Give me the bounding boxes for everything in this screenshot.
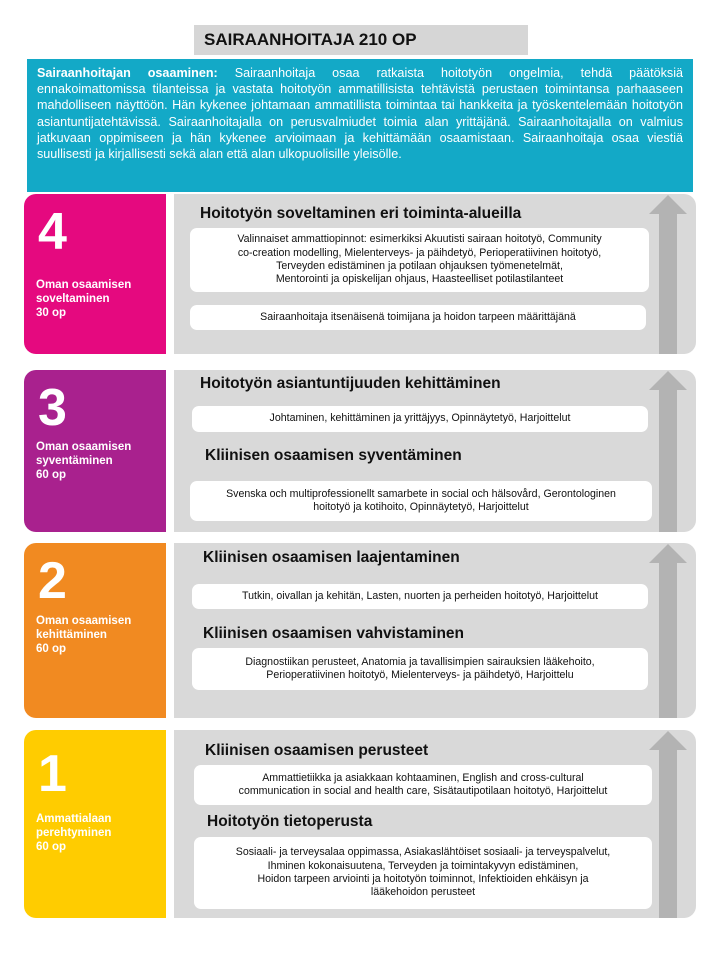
level-credits: 60 op	[36, 643, 67, 655]
level-3-block	[24, 370, 166, 532]
section-heading: Hoitotyön asiantuntijuuden kehittäminen	[200, 375, 501, 392]
course-line: Mentorointi ja opiskelijan ohjaus, Haasteelliset potilastilanteet	[275, 273, 564, 286]
level-number: 3	[38, 379, 67, 437]
course-line: communication in social and health care, Sisätautipotilaan hoitotyö, Harjoittelut	[238, 785, 608, 797]
course-line: Sairaanhoitaja itsenäisenä toimijana ja hoidon tarpeen määrittäjänä	[260, 310, 576, 323]
level-2-block	[24, 543, 166, 718]
course-box	[194, 765, 652, 805]
level-1-block	[24, 730, 166, 918]
level-name	[36, 278, 161, 320]
course-line: Terveyden edistäminen ja potilaan ohjauksen työmenetelmät,	[276, 260, 563, 272]
course-line: hoitotyö ja kotihoito, Opinnäytetyö, Harjoittelut	[313, 501, 529, 513]
course-line: Tutkin, oivallan ja kehitän, Lasten, nuorten ja perheiden hoitotyö, Harjoittelut	[242, 589, 598, 602]
level-credits: 60 op	[36, 841, 67, 853]
section-heading: Hoitotyön tietoperusta	[207, 813, 373, 830]
level-name-line: syventäminen	[36, 455, 113, 467]
level-number: 1	[38, 745, 67, 803]
competence-text: Sairaanhoitaja osaa ratkaista hoitotyön ongelmia, tehdä päätöksiä ennakoimattomissa tilanteissa ja vastata hoitotyön ammatillisista tehtävistä perustaen toimintansa parhaaseen mahdolliseen näyttöön. Hän kykenee johtamaan ammatillista toimintaa tai hankkeita ja työskentelemään hoitotyön asiantuntijatehtävissä. Sairaanhoitajalla on perusvalmiudet toimia alan yrittäjänä. Sairaanhoitajalla on valmius jatkuvaan oppimiseen ja hän kykenee arvioimaan ja kehittämään osaamistaan. Sairaanhoitaja osaa viestiä suullisesti ja kirjallisesti sekä alan että alan ulkopuolisille yleisölle.	[37, 66, 684, 162]
level-number: 4	[38, 203, 67, 261]
course-line: Ammattietiikka ja asiakkaan kohtaaminen, English and cross-cultural	[262, 771, 584, 784]
level-credits: 30 op	[36, 307, 67, 319]
level-number: 2	[38, 552, 67, 610]
section-heading: Kliinisen osaamisen vahvistaminen	[203, 625, 465, 642]
up-arrow-icon	[648, 730, 688, 918]
competence-description	[27, 59, 693, 192]
course-box	[190, 305, 646, 330]
course-line: Svenska och multiprofessionellt samarbete in social och hälsovård, Gerontologinen	[226, 487, 616, 500]
course-line: Valinnaiset ammattiopinnot: esimerkiksi Akuutisti sairaan hoitotyö, Community	[237, 233, 602, 246]
level-name-line: Oman osaamisen	[36, 615, 132, 627]
level-4-block	[24, 194, 166, 354]
level-name	[36, 614, 161, 656]
level-name	[36, 440, 161, 482]
course-line: Sosiaali- ja terveysalaa oppimassa, Asiakaslähtöiset sosiaali- ja terveyspalvelut,	[235, 846, 611, 859]
section-heading: Hoitotyön soveltaminen eri toiminta-alueilla	[200, 205, 522, 222]
level-name-line: perehtyminen	[36, 827, 112, 839]
course-box	[190, 228, 649, 292]
section-heading: Kliinisen osaamisen perusteet	[205, 742, 429, 759]
competence-lead: Sairaanhoitajan osaaminen:	[37, 66, 218, 80]
section-heading: Kliinisen osaamisen laajentaminen	[203, 549, 460, 566]
course-box	[192, 584, 648, 609]
up-arrow-icon	[648, 194, 688, 354]
level-name	[36, 812, 161, 854]
section-heading: Kliinisen osaamisen syventäminen	[205, 447, 462, 464]
course-line: Perioperatiivinen hoitotyö, Mielenterveys- ja päihdetyö, Harjoittelu	[266, 669, 574, 681]
course-line: Diagnostiikan perusteet, Anatomia ja tavallisimpien sairauksien lääkehoito,	[245, 655, 595, 668]
course-line: Johtaminen, kehittäminen ja yrittäjyys, Opinnäytetyö, Harjoittelut	[269, 412, 571, 425]
level-name-line: Ammattialaan	[36, 813, 112, 825]
up-arrow-icon	[648, 370, 688, 532]
level-name-line: Oman osaamisen	[36, 441, 132, 453]
page-title: SAIRAANHOITAJA 210 OP	[194, 25, 528, 55]
course-box	[194, 837, 652, 909]
level-name-line: Oman osaamisen	[36, 279, 132, 291]
course-box	[192, 406, 648, 432]
course-line: Ihminen kokonaisuutena, Terveyden ja toimintakyvyn edistäminen,	[267, 859, 579, 872]
up-arrow-icon	[648, 543, 688, 718]
course-line: lääkehoidon perusteet	[370, 886, 476, 899]
level-credits: 60 op	[36, 469, 67, 481]
course-box	[190, 481, 652, 521]
level-name-line: soveltaminen	[36, 293, 110, 305]
course-line: co-creation modelling, Mielenterveys- ja päihdetyö, Perioperatiivinen hoitotyö,	[237, 246, 602, 259]
course-box	[192, 648, 648, 690]
course-line: Hoidon tarpeen arviointi ja hoitotyön toiminnot, Infektioiden ehkäisyn ja	[257, 873, 589, 885]
level-name-line: kehittäminen	[36, 629, 107, 641]
